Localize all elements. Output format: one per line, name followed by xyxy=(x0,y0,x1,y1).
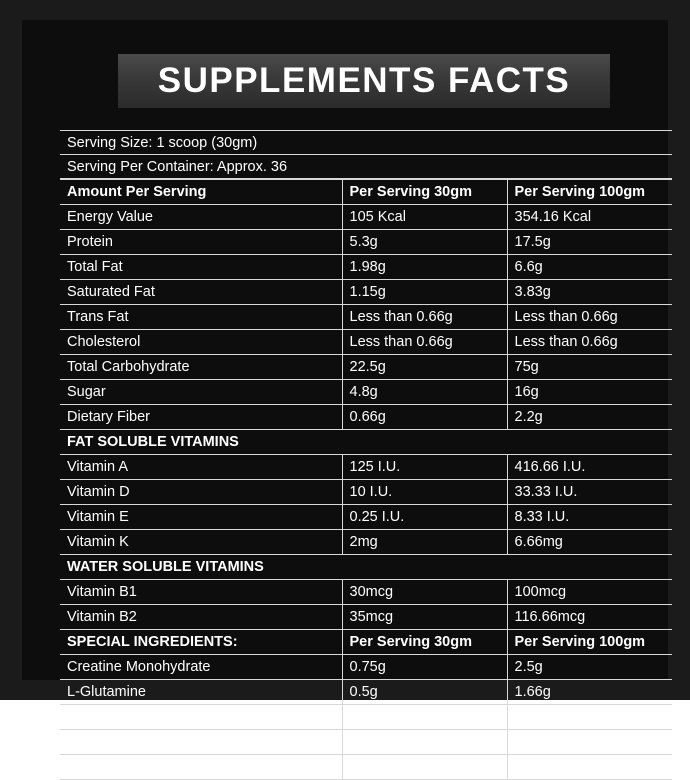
supplement-facts-card xyxy=(22,20,668,775)
panel-title-band xyxy=(118,54,610,108)
section-label: SPECIAL INGREDIENTS: xyxy=(60,630,342,655)
table-row xyxy=(60,530,672,555)
row-value-30: Less than 0.66g xyxy=(342,305,507,330)
row-value-100: Less than 0.66g xyxy=(507,305,672,330)
row-value-30: 0.25 I.U. xyxy=(342,505,507,530)
row-value-100: 0.833g xyxy=(507,705,672,730)
row-label: Cholesterol xyxy=(60,330,342,355)
row-label: Trans Fat xyxy=(60,305,342,330)
row-label: Vitamin B2 xyxy=(60,605,342,630)
row-label: Leucine xyxy=(60,705,342,730)
row-value-100: 0.416g xyxy=(507,730,672,755)
row-value-100: 8.33 I.U. xyxy=(507,505,672,530)
table-row xyxy=(60,255,672,280)
row-label: Vitamin B1 xyxy=(60,580,342,605)
table-row xyxy=(60,205,672,230)
row-label: Creatine Monohydrate xyxy=(60,655,342,680)
row-label: Total Carbohydrate xyxy=(60,355,342,380)
row-value-30: 2mg xyxy=(342,530,507,555)
row-label: Dietary Fiber xyxy=(60,405,342,430)
row-value-30: 22.5g xyxy=(342,355,507,380)
row-value-100: 33.33 I.U. xyxy=(507,480,672,505)
row-value-100: 2.2g xyxy=(507,405,672,430)
row-value-30: 105 Kcal xyxy=(342,205,507,230)
row-label: Total Fat xyxy=(60,255,342,280)
column-header-per-serving-100: Per Serving 100gm xyxy=(507,180,672,205)
table-header-row xyxy=(60,180,672,205)
table-row xyxy=(60,680,672,705)
table-row xyxy=(60,305,672,330)
serving-info xyxy=(60,130,672,179)
row-value-100: 6.6g xyxy=(507,255,672,280)
row-value-100: Less than 0.66g xyxy=(507,330,672,355)
table-row xyxy=(60,580,672,605)
row-label: Protein xyxy=(60,230,342,255)
row-value-100: 100mcg xyxy=(507,580,672,605)
row-label: Energy Value xyxy=(60,205,342,230)
table-row xyxy=(60,455,672,480)
row-value-100: 17.5g xyxy=(507,230,672,255)
table-row xyxy=(60,605,672,630)
row-value-30: 125 I.U. xyxy=(342,455,507,480)
row-value-100: 1.66g xyxy=(507,680,672,705)
column-header-amount: Amount Per Serving xyxy=(60,180,342,205)
row-value-100: 116.66mcg xyxy=(507,605,672,630)
row-value-30: 0.75g xyxy=(342,655,507,680)
row-value-30: 0.66g xyxy=(342,405,507,430)
column-header-per-serving-100: Per Serving 100gm xyxy=(507,630,672,655)
table-row xyxy=(60,355,672,380)
table-row xyxy=(60,505,672,530)
table-row xyxy=(60,705,672,730)
row-label: Saturated Fat xyxy=(60,280,342,305)
table-row xyxy=(60,480,672,505)
row-value-100: 75g xyxy=(507,355,672,380)
row-label: Vitamin A xyxy=(60,455,342,480)
row-value-100: 416.66 I.U. xyxy=(507,455,672,480)
serving-size-row: Serving Size: 1 scoop (30gm) xyxy=(60,131,672,155)
row-value-100: 0.416g xyxy=(507,755,672,780)
row-value-100: 354.16 Kcal xyxy=(507,205,672,230)
table-row xyxy=(60,380,672,405)
row-value-100: 16g xyxy=(507,380,672,405)
row-value-30: 1.15g xyxy=(342,280,507,305)
table-row xyxy=(60,755,672,780)
row-value-30: 35mcg xyxy=(342,605,507,630)
row-value-30: 30mcg xyxy=(342,580,507,605)
row-value-100: 3.83g xyxy=(507,280,672,305)
row-value-30: Less than 0.66g xyxy=(342,330,507,355)
row-value-100: 6.66mg xyxy=(507,530,672,555)
row-value-30: 5.3g xyxy=(342,230,507,255)
row-value-30: 10 I.U. xyxy=(342,480,507,505)
section-header-special-ingredients xyxy=(60,630,672,655)
row-label: Vitamin E xyxy=(60,505,342,530)
section-label: WATER SOLUBLE VITAMINS xyxy=(60,555,672,580)
table-row xyxy=(60,405,672,430)
page-title: SUPPLEMENTS FACTS xyxy=(157,61,571,100)
row-value-30: 0.5g xyxy=(342,680,507,705)
row-value-30: 1.98g xyxy=(342,255,507,280)
column-header-per-serving-30: Per Serving 30gm xyxy=(342,180,507,205)
row-label: Vitamin D xyxy=(60,480,342,505)
table-row xyxy=(60,730,672,755)
section-header-water-soluble-vitamins xyxy=(60,555,672,580)
row-value-100: 2.5g xyxy=(507,655,672,680)
section-header-fat-soluble-vitamins xyxy=(60,430,672,455)
row-label: Valine xyxy=(60,755,342,780)
table-row xyxy=(60,230,672,255)
table-row xyxy=(60,280,672,305)
column-header-per-serving-30: Per Serving 30gm xyxy=(342,630,507,655)
serving-per-container-row: Serving Per Container: Approx. 36 xyxy=(60,155,672,179)
table-row xyxy=(60,655,672,680)
table-row xyxy=(60,330,672,355)
row-label: Sugar xyxy=(60,380,342,405)
row-label: Isoleucine xyxy=(60,730,342,755)
nutrition-table xyxy=(60,179,672,780)
row-label: Vitamin K xyxy=(60,530,342,555)
row-value-30: 4.8g xyxy=(342,380,507,405)
row-value-30: 0.25g xyxy=(342,705,507,730)
row-value-30: 0.416g xyxy=(342,730,507,755)
section-label: FAT SOLUBLE VITAMINS xyxy=(60,430,672,455)
row-value-30: 0.416g xyxy=(342,755,507,780)
row-label: L-Glutamine xyxy=(60,680,342,705)
